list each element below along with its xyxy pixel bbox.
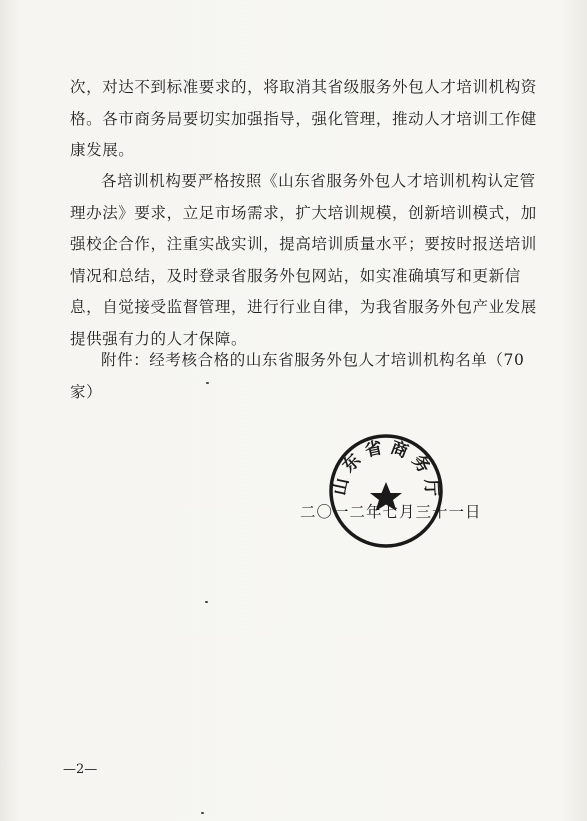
scan-speck (201, 812, 204, 814)
official-seal (327, 432, 445, 550)
star-icon (370, 482, 402, 511)
body-paragraph-1: 次，对达不到标准要求的，将取消其省级服务外包人才培训机构资格。各市商务局要切实加强指导，强化管理，推动人才培训工作健康发展。 (70, 78, 537, 159)
body-paragraph-2: 各培训机构要严格按照《山东省服务外包人才培训机构认定管理办法》要求，立足市场需求，扩大培训规模，创新培训模式，加强校企合作，注重实战实训，提高培训质量水平；要按时报送培训情况和总结，及时登录省服务外包网站，如实准确填写和更新信息，自觉接受监督管理，进行行业自律，为我省服务外包产业发展提供强有力的人才保障。 (70, 172, 537, 348)
attachment-line: 附件：经考核合格的山东省服务外包人才培训机构名单（70家） (70, 351, 525, 401)
seal-text: 山东省商务厅 (329, 436, 442, 503)
scan-speck (205, 601, 208, 603)
page-number: —2— (63, 762, 98, 777)
issue-date: 二〇一二年七月三十一日 (300, 503, 482, 521)
scan-speck (206, 382, 209, 384)
